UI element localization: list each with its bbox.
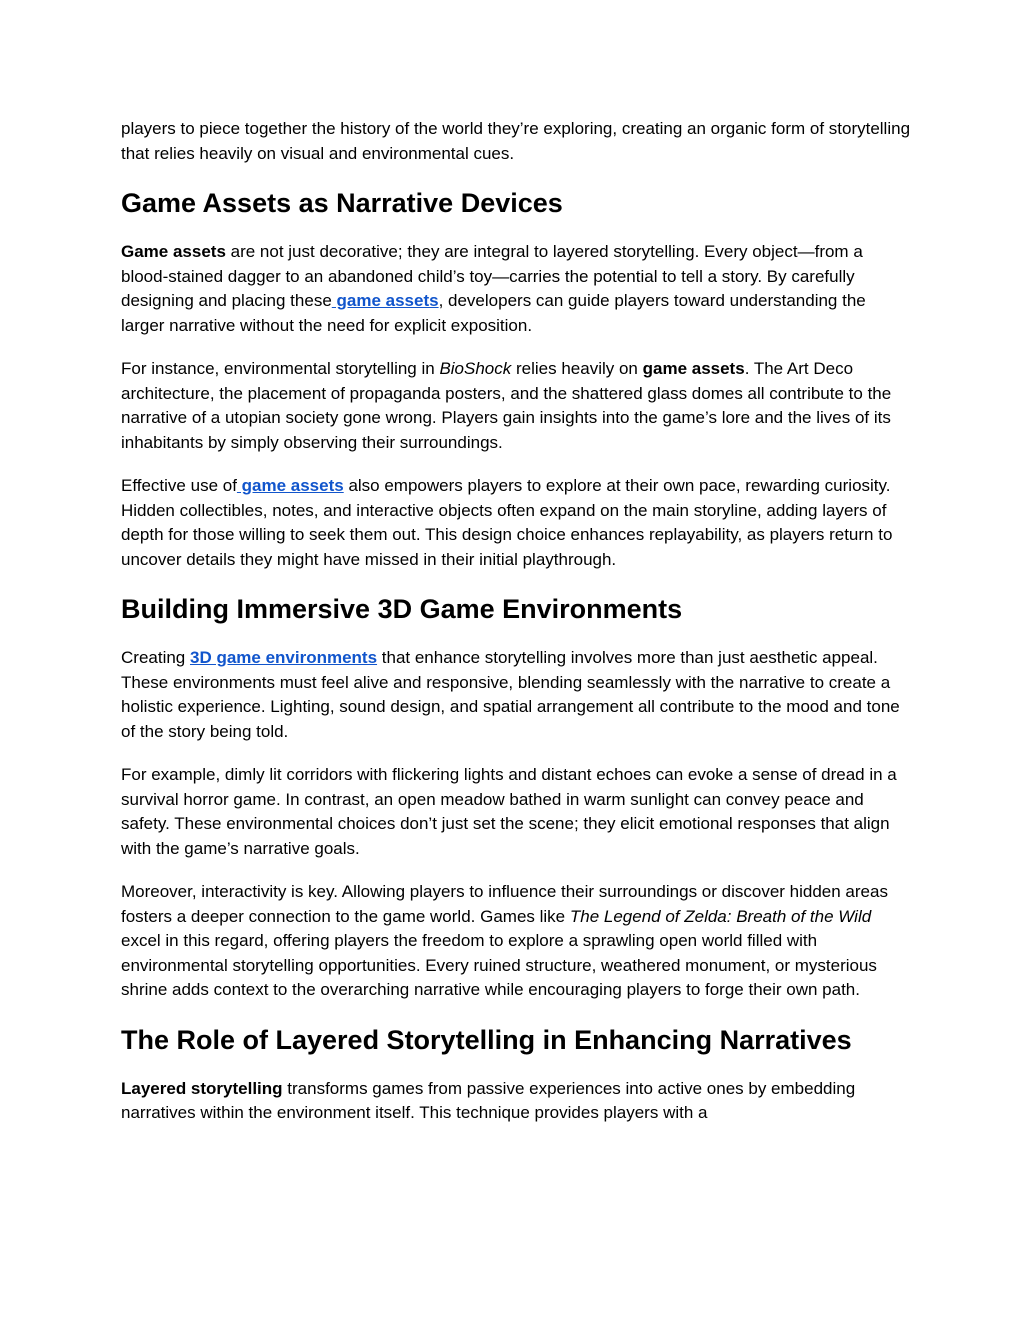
paragraph-text: also empowers players to explore at their own pace, rewarding curiosity. Hidden collectibles, notes, and interactive objects often expand on the main storyline, adding layers of depth for those willing to seek them out. This design choice enhances replayability, as players return to uncover details they might have missed in their initial playthrough. — [121, 476, 893, 569]
paragraph-for-example — [121, 763, 911, 861]
paragraph-interactivity — [121, 880, 911, 1003]
paragraph-text: that enhance storytelling involves more than just aesthetic appeal. These environments must feel alive and responsive, blending seamlessly with the narrative to create a holistic experience. Lighting, sound design, and spatial arrangement all contribute to the mood and tone of the story being told. — [121, 648, 900, 741]
paragraph-text: For instance, environmental storytelling in — [121, 359, 440, 378]
paragraph-text: . The Art Deco architecture, the placement of propaganda posters, and the shattered glass domes all contribute to the narrative of a utopian society gone wrong. Players gain insights into the game’s lore and the lives of its inhabitants by simply observing their surroundings. — [121, 359, 892, 452]
section-heading-layered-storytelling: The Role of Layered Storytelling in Enhancing Narratives — [121, 1024, 852, 1055]
paragraph-game-assets-intro — [121, 240, 911, 338]
game-assets-link[interactable]: game assets — [331, 291, 439, 310]
paragraph-text: For example, dimly lit corridors with flickering lights and distant echoes can evoke a sense of dread in a survival horror game. In contrast, an open meadow bathed in warm sunlight can convey peace and safety. These environmental choices don’t just set the scene; they elicit emotional responses that align with the game’s narrative goals. — [121, 765, 897, 858]
paragraph-effective-use — [121, 474, 911, 572]
bold-term: game assets — [642, 359, 745, 378]
bold-term: Layered storytelling — [121, 1078, 283, 1098]
paragraph-text: , developers can guide players toward understanding the larger narrative without the need for explicit exposition. — [121, 291, 866, 335]
game-assets-link[interactable]: game assets — [236, 476, 344, 495]
paragraph-text: are not just decorative; they are integral to layered storytelling. Every object—from a blood-stained dagger to an abandoned child’s toy—carries the potential to tell a story. By carefully designing and placing these — [121, 242, 863, 310]
paragraph-bioshock — [121, 357, 911, 455]
section-heading-3d-environments: Building Immersive 3D Game Environments — [121, 594, 683, 624]
paragraph-text: excel in this regard, offering players the freedom to explore a sprawling open world filled with environmental storytelling opportunities. Every ruined structure, weathered monument, or mysterious shrine adds context to the overarching narrative while encouraging players to forge their own path. — [121, 931, 877, 999]
game-title-bioshock: BioShock — [439, 359, 512, 378]
bold-term: Game assets — [121, 242, 226, 261]
paragraph-text: transforms games from passive experiences into active ones by embedding narratives within the environment itself. This technique provides players with a — [121, 1078, 856, 1122]
paragraph-layered-storytelling — [121, 1077, 911, 1126]
paragraph-text: relies heavily on — [511, 359, 643, 378]
paragraph-text: Creating — [121, 648, 190, 667]
intro-text: players to piece together the history of the world they’re exploring, creating an organic form of storytelling that relies heavily on visual and environmental cues. — [121, 119, 911, 163]
section-heading-game-assets: Game Assets as Narrative Devices — [121, 188, 563, 218]
3d-game-environments-link[interactable]: 3D game environments — [189, 648, 378, 667]
document-page — [121, 117, 911, 1145]
game-title-zelda: The Legend of Zelda: Breath of the Wild — [569, 906, 872, 926]
paragraph-creating-environments — [121, 646, 911, 744]
intro-paragraph — [121, 117, 911, 166]
paragraph-text: Moreover, interactivity is key. Allowing players to influence their surroundings or discover hidden areas fosters a deeper connection to the game world. Games like — [121, 882, 888, 926]
paragraph-text: Effective use of — [121, 476, 237, 495]
